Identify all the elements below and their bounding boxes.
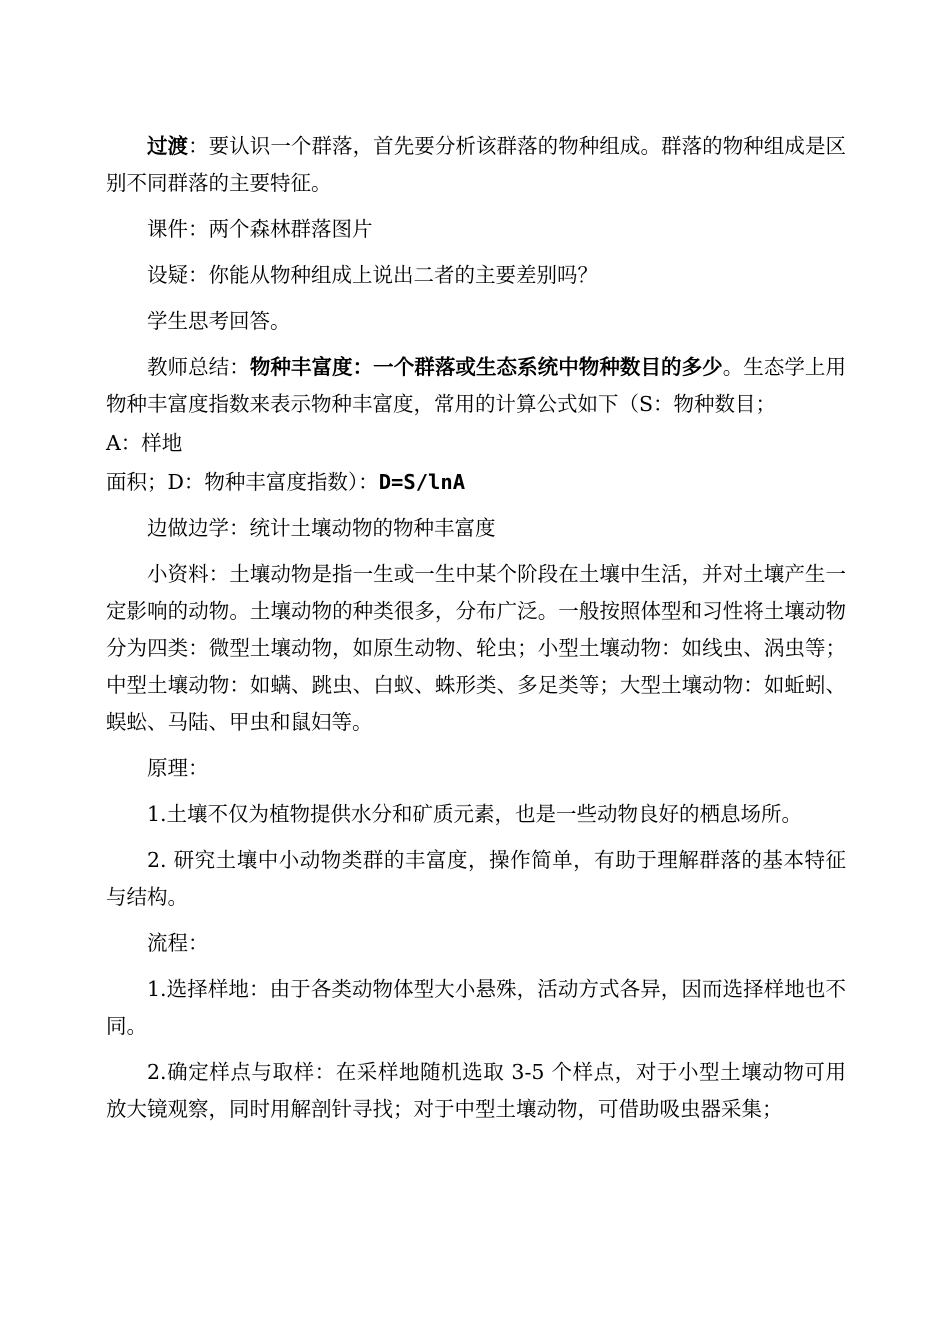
heading-procedure: 流程：: [147, 931, 209, 955]
paragraph-teacher-summary: [106, 349, 846, 423]
paragraph-sample-area: A：样地: [106, 431, 183, 455]
paragraph-question: 设疑：你能从物种组成上说出二者的主要差别吗？: [147, 263, 598, 287]
richness-formula: D=S/lnA: [378, 470, 466, 494]
paragraph-reference-material: 小资料：土壤动物是指一生或一生中某个阶段在土壤中生活，并对土壤产生一定影响的动物。土壤动物的种类很多，分布广泛。一般按照体型和习性将土壤动物分为四类：微型土壤动物，如原生动物、轮虫；小型土壤动物：如线虫、涡虫等；中型土壤动物：如螨、跳虫、白蚁、蛛形类、多足类等；大型土壤动物：如蚯蚓、蜈蚣、马陆、甲虫和鼠妇等。: [106, 562, 846, 734]
transition-label: 过渡: [147, 134, 189, 158]
formula-prefix: 面积；D：物种丰富度指数）：: [106, 470, 379, 494]
procedure-item-1: 1.选择样地：由于各类动物体型大小悬殊，活动方式各异，因而选择样地也不同。: [106, 977, 846, 1038]
summary-lead: 教师总结：: [147, 355, 250, 379]
paragraph-transition: [106, 128, 846, 202]
transition-text: ：要认识一个群落，首先要分析该群落的物种组成。群落的物种组成是区别不同群落的主要特征。: [106, 134, 847, 195]
principle-item-2: 2. 研究土壤中小动物类群的丰富度，操作简单，有助于理解群落的基本特征与结构。: [106, 848, 846, 909]
summary-rest: 。生态学上用物种丰富度指数来表示物种丰富度，常用的计算公式如下（S：物种数目；: [106, 355, 847, 416]
paragraph-learning-activity: 边做边学：统计土壤动物的物种丰富度: [147, 516, 496, 540]
principle-item-1: 1.土壤不仅为植物提供水分和矿质元素，也是一些动物良好的栖息场所。: [147, 802, 803, 826]
species-richness-definition: 物种丰富度：一个群落或生态系统中物种数目的多少: [249, 355, 723, 379]
procedure-item-2: 2.确定样点与取样：在采样地随机选取 3-5 个样点，对于小型土壤动物可用放大镜观察，同时用解剖针寻找；对于中型土壤动物，可借助吸虫器采集；: [106, 1060, 846, 1121]
paragraph-formula: [106, 464, 846, 501]
paragraph-courseware: 课件：两个森林群落图片: [147, 217, 373, 241]
paragraph-student-answer: 学生思考回答。: [147, 309, 291, 333]
heading-principle: 原理：: [147, 756, 209, 780]
document-body: [106, 128, 846, 1137]
